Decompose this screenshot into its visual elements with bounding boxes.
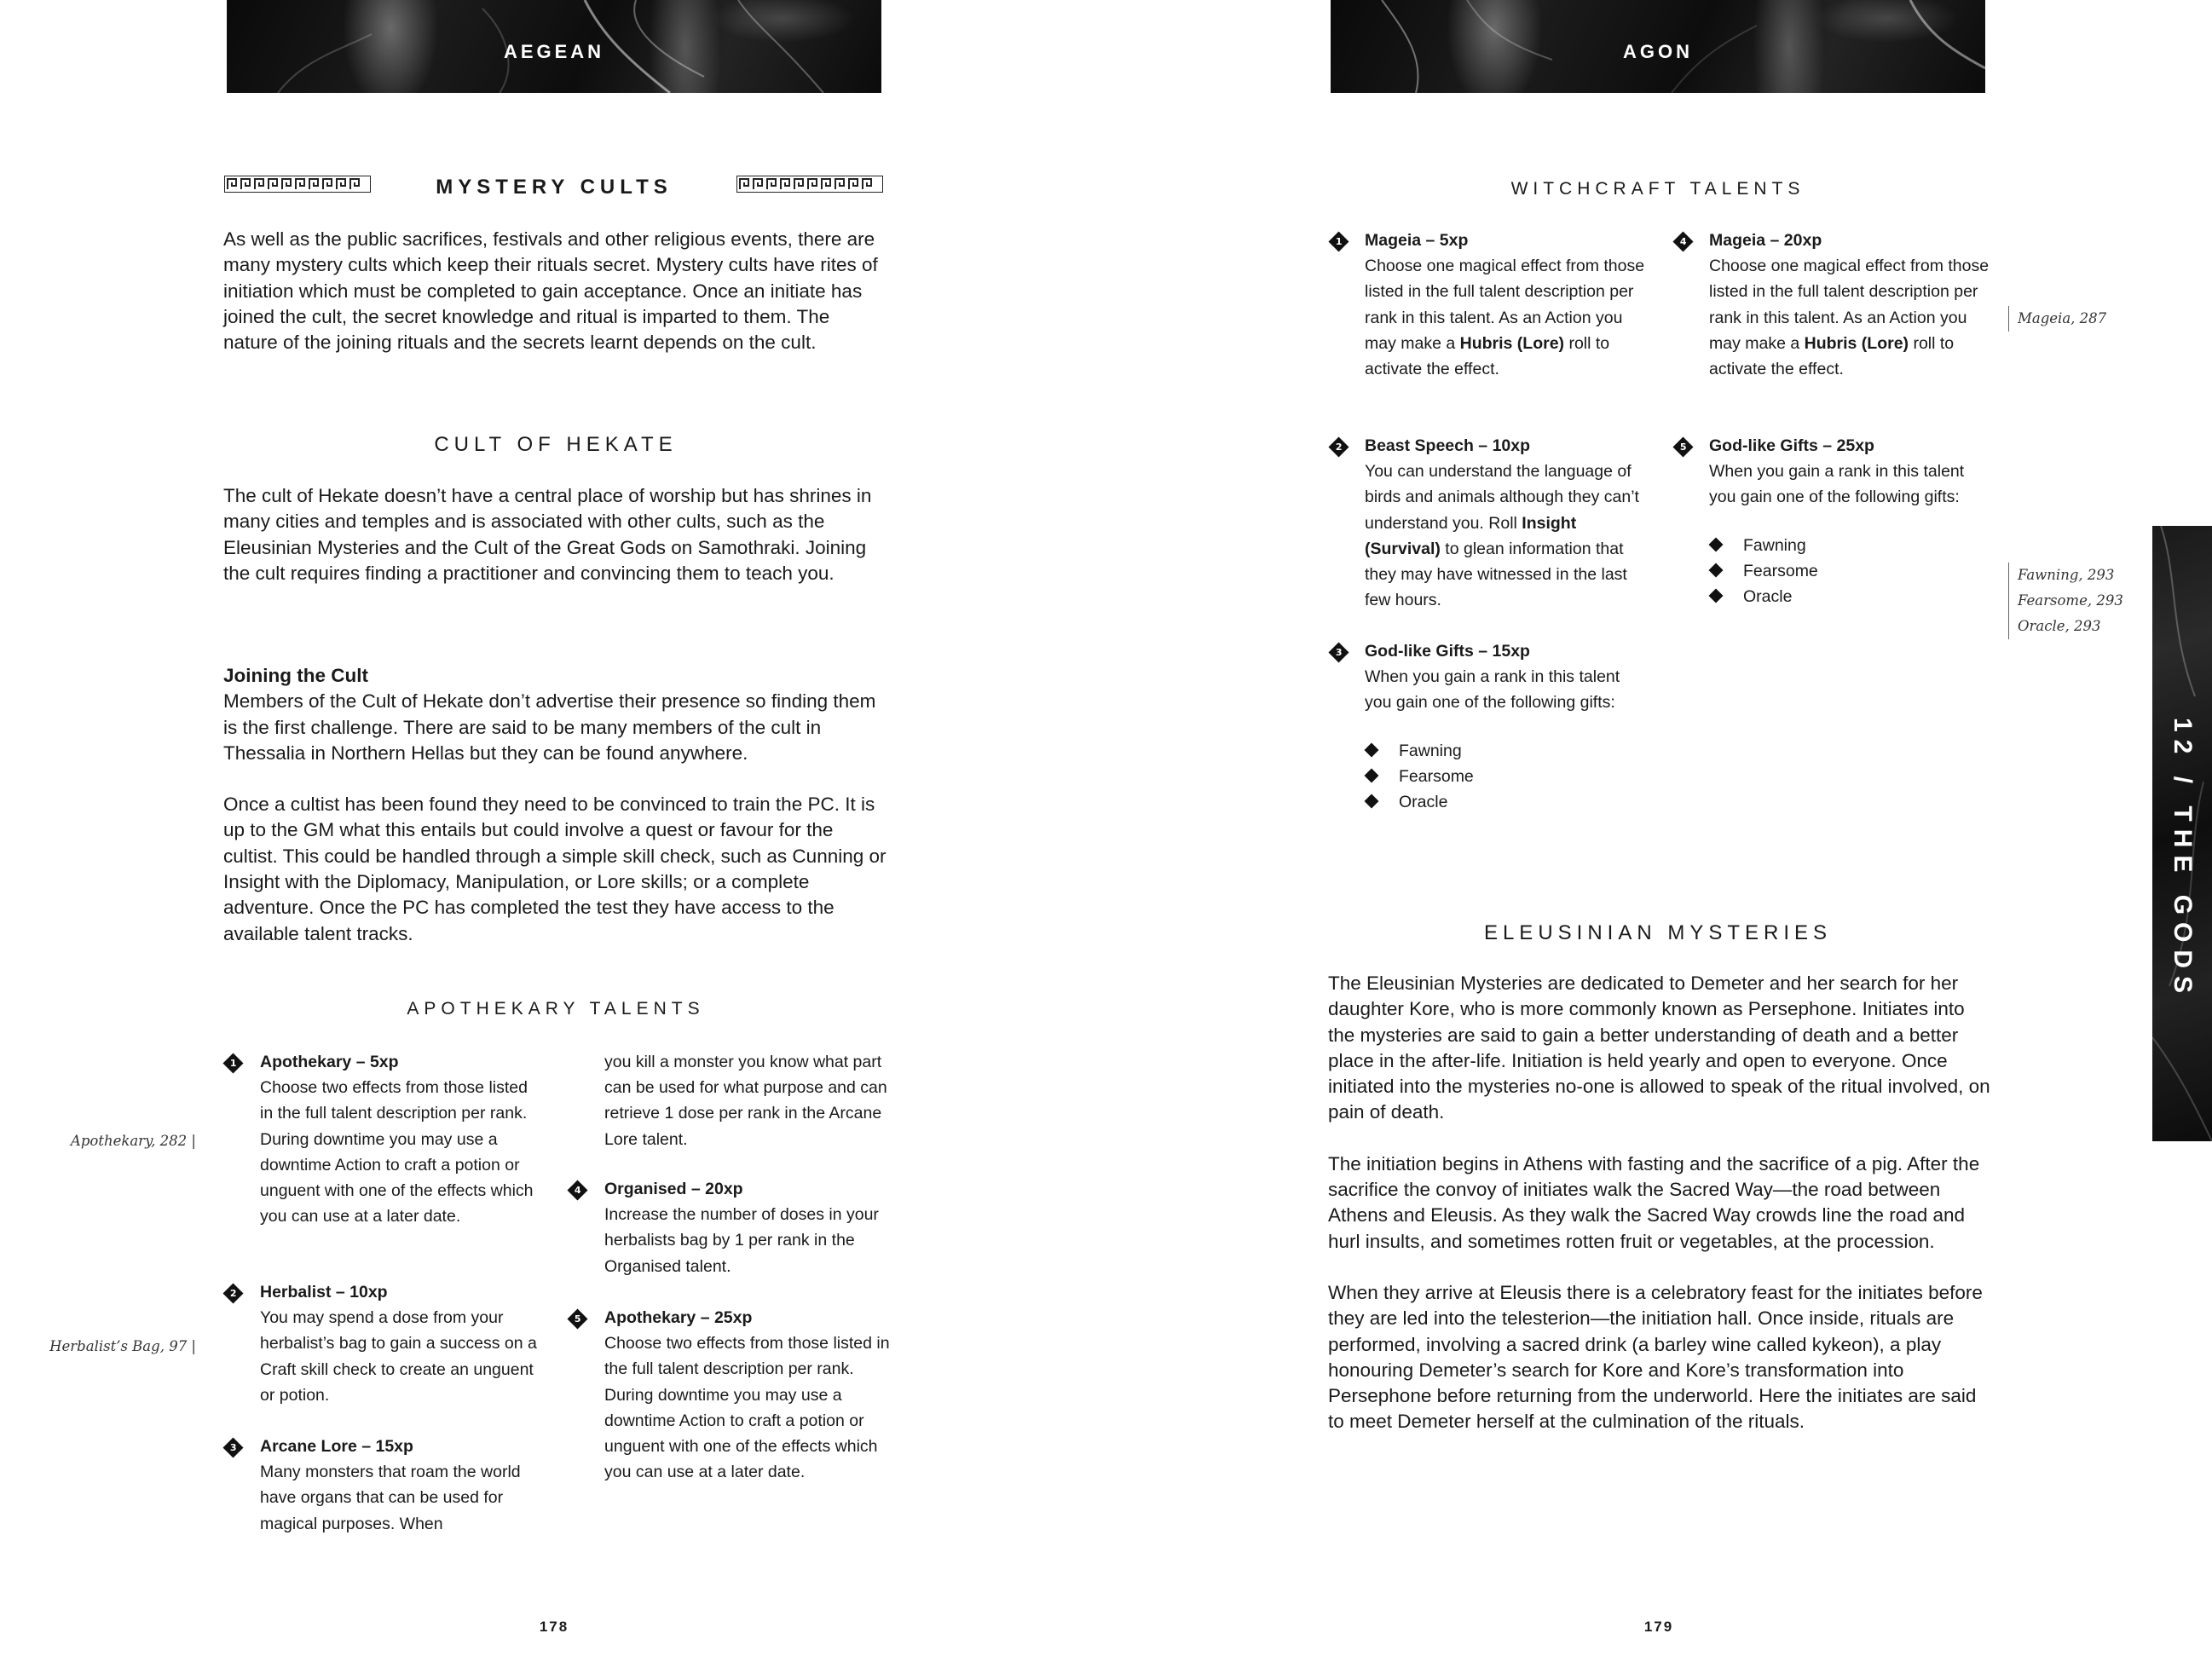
talent-name: Arcane Lore – 15xp [260, 1437, 413, 1456]
margin-ref-herbalists-bag: Herbalist’s Bag, 97 | [49, 1338, 196, 1354]
right-header-banner [1331, 0, 1985, 93]
talent-name: God-like Gifts – 15xp [1365, 642, 1530, 661]
joining-the-cult-section [223, 663, 888, 947]
diamond-bullet-icon [1709, 588, 1724, 603]
gift-list [1363, 738, 1650, 815]
diamond-bullet-icon [1365, 794, 1379, 808]
chapter-side-tab-label: 12 / THE GODS [2169, 718, 2197, 1001]
diamond-bullet-icon [1365, 742, 1379, 757]
joining-the-cult-title: Joining the Cult [223, 665, 368, 686]
rank-badge-4: 4 [1672, 231, 1693, 251]
rank-badge-4: 4 [567, 1180, 587, 1200]
talent-name: God-like Gifts – 25xp [1709, 436, 1874, 455]
chapter-side-tab [2152, 526, 2212, 1141]
mystery-cults-paragraph: As well as the public sacrifices, festivals and other religious events, there are many mystery cults which keep their rituals secret. Mystery cults have rites of initiation which must be completed to gain acceptance. Once an initiate has joined the cult, the secret knowledge and ritual is imparted to them. The nature of the joining rituals and the secrets learnt depends on the cult. [223, 228, 878, 354]
talent-description: Many monsters that roam the world have organs that can be used for magical purposes. When [260, 1463, 521, 1533]
talent-name: Organised – 20xp [604, 1180, 743, 1198]
right-page-number: 179 [1643, 1619, 1674, 1635]
rank-badge-2: 2 [222, 1283, 243, 1303]
talent-name: Beast Speech – 10xp [1365, 436, 1531, 455]
rank-badge-2: 2 [1328, 436, 1349, 457]
rank-badge-5: 5 [1672, 436, 1693, 457]
heading-cult-of-hekate: CULT OF HEKATE [434, 433, 678, 456]
diamond-bullet-icon [1365, 768, 1379, 782]
left-page-number: 178 [539, 1619, 569, 1635]
greek-key-ornament-left [224, 176, 371, 193]
gift-item: Oracle [1363, 789, 1650, 815]
eleusinian-paragraph-3: When they arrive at Eleusis there is a celebratory feast for the initiates before they are led into the telesterion—the initiation hall. Once inside, rituals are performed, involving a sacred drink (a barley wine called kykeon), a play honouring Demeter’s search for Kore and Kore’s transformation into Persephone before returning from the underworld. Here the initiates are said to meet Demeter herself at the culmination of the rituals. [1328, 1281, 1983, 1433]
talent-description-continued: you kill a monster you know what part can be used for what purpose and can retrieve 1 dose per rank in the Arcane Lore talent. [604, 1053, 887, 1149]
eleusinian-paragraph-2: The initiation begins in Athens with fasting and the sacrifice of a pig. After the sacrifice the convoy of initiates walk the Sacred Way—the road between Athens and Eleusis. As they walk the Sacred Way crowds line the road and hurl insults, and sometimes rotten fruit or vegetables, at the procession. [1328, 1152, 1980, 1252]
left-header-banner [227, 0, 881, 93]
talent-description: Choose one magical effect from those listed in the full talent description per rank in this talent. As an Action you may make a Hubris (Lore) roll to activate the effect. [1709, 257, 1990, 379]
heading-mystery-cults: MYSTERY CULTS [436, 176, 673, 199]
talent-description: You may spend a dose from your herbalist’s bag to gain a success on a Craft skill check to create an unguent or potion. [260, 1308, 537, 1405]
talent-description: Increase the number of doses in your herbalists bag by 1 per rank in the Organised talent. [604, 1205, 879, 1276]
joining-the-cult-paragraph-1: Members of the Cult of Hekate don’t advertise their presence so finding them is the first challenge. There are said to be many members of the cult in Thessalia in Northern Hellas but they can be found anywhere. [223, 690, 876, 764]
talent-description: Choose two effects from those listed in the full talent description per rank. During downtime you may use a downtime Action to craft a potion or unguent with one of the effects which you can use at a later date. [260, 1078, 534, 1226]
gift-item: Fawning [1363, 738, 1650, 764]
gift-item: Oracle [1707, 584, 1995, 609]
talent-description: Choose one magical effect from those listed in the full talent description per rank in this talent. As an Action you may make a Hubris (Lore) roll to activate the effect. [1365, 257, 1645, 379]
margin-ref-gifts [2008, 563, 2123, 639]
talent-name: Apothekary – 25xp [604, 1308, 753, 1327]
margin-ref-fearsome: Fearsome, 293 [2018, 592, 2123, 609]
gift-list [1707, 533, 1995, 609]
talent-arcane-lore-continued [604, 1049, 890, 1152]
talent-description: You can understand the language of birds and animals although they can’t understand you. Roll Insight (Survival) to glean information that they may have witnessed in the last few hours. [1365, 462, 1639, 610]
talent-godlike-gifts-15xp [1365, 638, 1650, 815]
greek-key-ornament-right [736, 176, 883, 193]
talent-organised-20xp [604, 1176, 890, 1279]
rank-badge-1: 1 [222, 1053, 243, 1073]
left-header-title: AEGEAN [503, 41, 605, 62]
joining-the-cult-paragraph-2: Once a cultist has been found they need to be convinced to train the PC. It is up to the GM what this entails but could involve a quest or favour for the cultist. This could be handled through a simple skill check, such as Cunning or Insight with the Diplomacy, Manipulation, or Lore skills; or a complete adventure. Once the PC has completed the test they have access to the available talent tracks. [223, 794, 887, 944]
mystery-cults-body [223, 227, 888, 355]
eleusinian-paragraph-1: The Eleusinian Mysteries are dedicated to Demeter and her search for her daughter Kore, who is more commonly known as Persephone. Initiates into the mysteries are said to gain a better understanding of death and a better place in the after-life. Initiation is held yearly and open to everyone. Once initiated into the mysteries no-one is allowed to speak of the ritual involved, on pain of death. [1328, 973, 1990, 1123]
margin-ref-mageia: Mageia, 287 [2008, 306, 2106, 332]
talent-description: Choose two effects from those listed in the full talent description per rank. During downtime you may use a downtime Action to craft a potion or unguent with one of the effects which you can use at a later date. [604, 1334, 890, 1482]
rank-badge-3: 3 [1328, 642, 1349, 662]
diamond-bullet-icon [1709, 537, 1724, 551]
cult-of-hekate-body [223, 483, 888, 586]
talent-apothekary-5xp [260, 1049, 541, 1229]
eleusinian-mysteries-body [1328, 971, 1993, 1435]
talent-arcane-lore-15xp [260, 1434, 541, 1537]
cult-of-hekate-paragraph: The cult of Hekate doesn’t have a central place of worship but has shrines in many cities and temples and is associated with other cults, such as the Eleusinian Mysteries and the Cult of the Great Gods on Samothraki. Joining the cult requires finding a practitioner and convincing them to teach you. [223, 485, 872, 584]
talent-name: Apothekary – 5xp [260, 1053, 399, 1071]
talent-herbalist-10xp [260, 1279, 541, 1408]
gift-item: Fearsome [1707, 558, 1995, 584]
heading-apothekary-talents: APOTHEKARY TALENTS [407, 999, 705, 1019]
talent-name: Mageia – 5xp [1365, 231, 1469, 250]
talent-godlike-gifts-25xp [1709, 433, 1995, 609]
right-header-title: AGON [1623, 41, 1693, 62]
margin-ref-apothekary: Apothekary, 282 | [70, 1133, 196, 1149]
talent-name: Mageia – 20xp [1709, 231, 1822, 250]
talent-description: When you gain a rank in this talent you gain one of the following gifts: [1365, 667, 1620, 713]
talent-mageia-20xp [1709, 228, 1995, 382]
heading-eleusinian-mysteries: ELEUSINIAN MYSTERIES [1483, 921, 1833, 944]
talent-mageia-5xp [1365, 228, 1650, 382]
rank-badge-5: 5 [567, 1308, 587, 1329]
talent-name: Herbalist – 10xp [260, 1283, 388, 1302]
talent-apothekary-25xp [604, 1305, 890, 1485]
talent-beast-speech-10xp [1365, 433, 1650, 613]
talent-description: When you gain a rank in this talent you gain one of the following gifts: [1709, 462, 1965, 507]
gift-item: Fearsome [1363, 764, 1650, 789]
margin-ref-oracle: Oracle, 293 [2018, 618, 2101, 634]
rank-badge-3: 3 [222, 1437, 243, 1457]
heading-witchcraft-talents: WITCHCRAFT TALENTS [1510, 179, 1805, 199]
gift-item: Fawning [1707, 533, 1995, 558]
diamond-bullet-icon [1709, 563, 1724, 577]
margin-ref-fawning: Fawning, 293 [2018, 567, 2115, 583]
rank-badge-1: 1 [1328, 231, 1349, 251]
